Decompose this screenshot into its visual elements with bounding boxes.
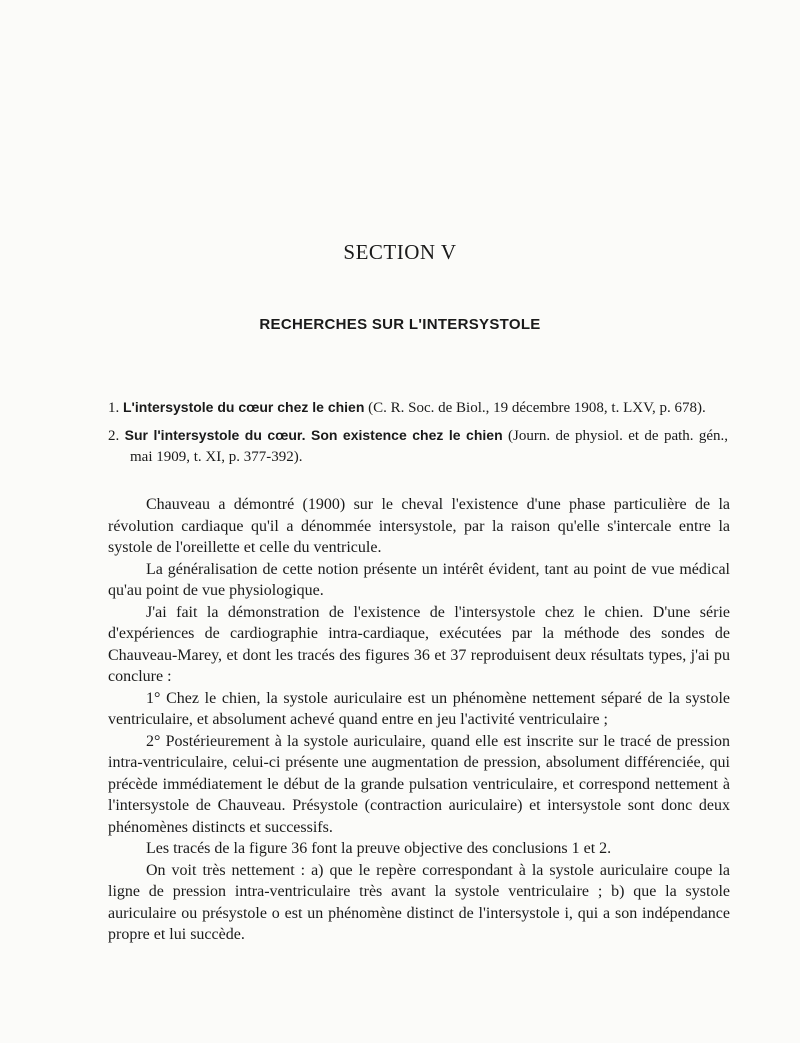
section-subtitle: RECHERCHES SUR L'INTERSYSTOLE bbox=[259, 316, 541, 333]
paragraph: 1° Chez le chien, la systole auriculaire est un phénomène nettement séparé de la systole ventriculaire, et absolument achevé quand entre en jeu l'activité ventriculaire ; bbox=[108, 689, 730, 728]
reference-list bbox=[108, 397, 728, 474]
paragraph: Chauveau a démontré (1900) sur le cheval l'existence d'une phase particulière de la révolution cardiaque qu'il a dénommée intersystole, par la raison qu'elle s'intercale entre la systole de l'oreillette et celle du ventricule. bbox=[108, 496, 730, 556]
paragraph: 2° Postérieurement à la systole auriculaire, quand elle est inscrite sur le tracé de pression intra-ventriculaire, celui-ci présente une augmentation de pression, absolument différenciée, qui précède immédiatement le début de la grande pulsation ventriculaire, et correspond nettement à l'intersystole de Chauveau. Présystole (contraction auriculaire) et intersystole sont donc deux phénomènes distincts et successifs. bbox=[108, 732, 730, 836]
paragraph: On voit très nettement : a) que le repère correspondant à la systole auriculaire coupe la ligne de pression intra-ventriculaire très avant la systole ventriculaire ; b) que la systole auriculaire ou présystole o est un phénomène distinct de l'intersystole i, qui a son indépendance propre et lui succède. bbox=[108, 861, 730, 943]
reference-citation: (C. R. Soc. de Biol., 19 décembre 1908, t. LXV, p. 678). bbox=[368, 400, 706, 416]
section-title: SECTION V bbox=[343, 240, 457, 264]
paragraph: Les tracés de la figure 36 font la preuve objective des conclusions 1 et 2. bbox=[146, 840, 612, 857]
reference-number: 1. bbox=[108, 400, 120, 416]
body-text bbox=[108, 494, 730, 946]
reference-title: L'intersystole du cœur chez le chien bbox=[123, 399, 365, 415]
paragraph: J'ai fait la démonstration de l'existence de l'intersystole chez le chien. D'une série d'expériences de cardiographie intra-cardiaque, exécutées par la méthode des sondes de Chauveau-Marey, et dont les tracés des figures 36 et 37 reproduisent deux résultats types, j'ai pu conclure : bbox=[108, 603, 730, 685]
reference-item bbox=[108, 425, 728, 468]
paragraph: La généralisation de cette notion présente un intérêt évident, tant au point de vue médical qu'au point de vue physiologique. bbox=[108, 560, 730, 599]
reference-number: 2. bbox=[108, 428, 120, 444]
reference-title: Sur l'intersystole du cœur. Son existence chez le chien bbox=[124, 427, 503, 443]
reference-item bbox=[108, 397, 728, 419]
reference-citation: (Journ. de physiol. et de path. gén., mai 1909, t. XI, p. 377-392). bbox=[130, 428, 729, 465]
